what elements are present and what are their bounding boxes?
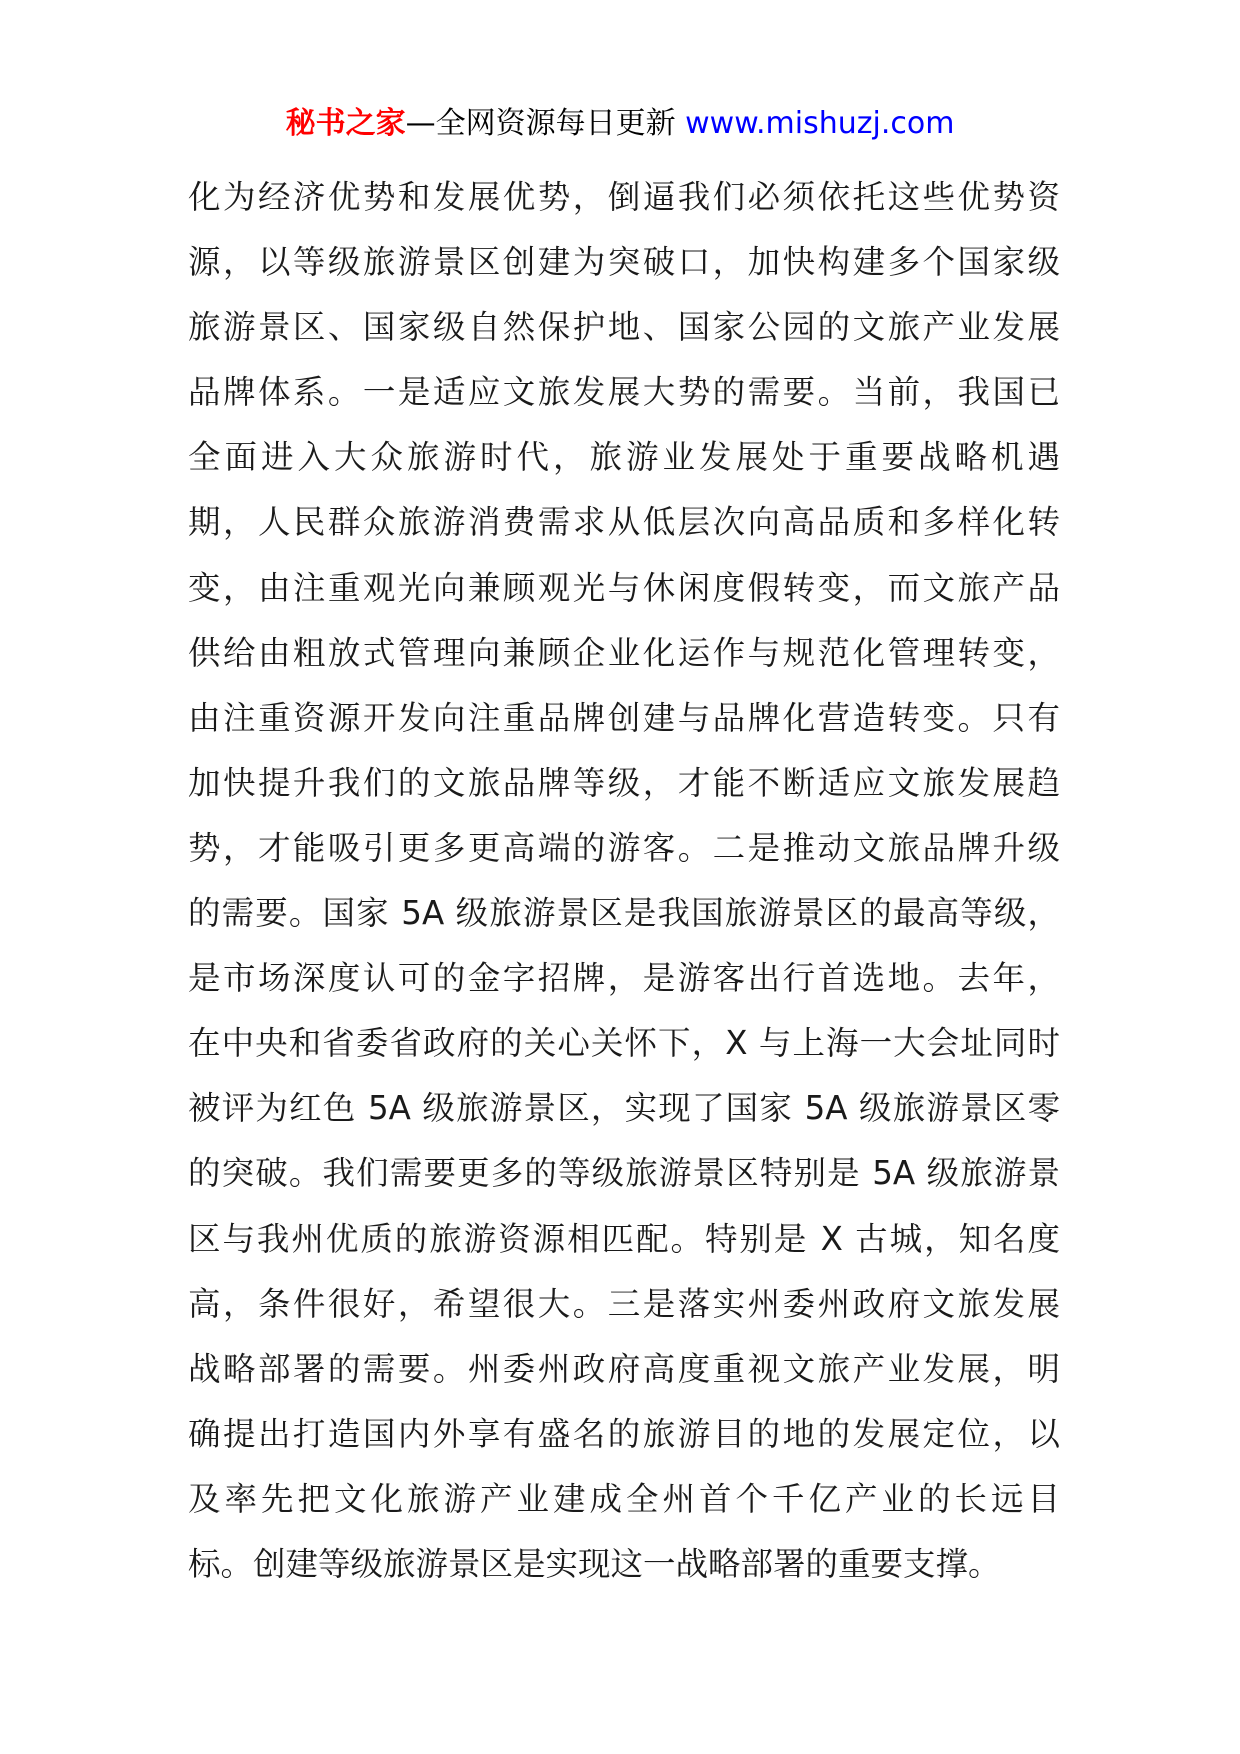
text-line: 品牌体系。一是适应文旅发展大势的需要。当前，我国已	[188, 373, 1060, 412]
text-line: 势，才能吸引更多更高端的游客。二是推动文旅品牌升级	[188, 828, 1060, 867]
text-line: 的突破。我们需要更多的等级旅游景区特别是 5A 级旅游景	[188, 1154, 1060, 1193]
body-paragraph	[188, 165, 1060, 1597]
text-line: 及率先把文化旅游产业建成全州首个千亿产业的长远目	[188, 1479, 1060, 1518]
text-line: 的需要。国家 5A 级旅游景区是我国旅游景区的最高等级，	[188, 894, 1060, 933]
text-line: 是市场深度认可的金字招牌，是游客出行首选地。去年，	[188, 959, 1060, 998]
text-line: 源，以等级旅游景区创建为突破口，加快构建多个国家级	[188, 243, 1060, 282]
text-line: 旅游景区、国家级自然保护地、国家公园的文旅产业发展	[188, 308, 1060, 347]
text-line: 期，人民群众旅游消费需求从低层次向高品质和多样化转	[188, 503, 1060, 542]
brand-name: 秘书之家	[285, 106, 406, 141]
website-link[interactable]: www.mishuzj.com	[685, 106, 955, 141]
text-line: 供给由粗放式管理向兼顾企业化运作与规范化管理转变，	[188, 633, 1060, 672]
text-line: 在中央和省委省政府的关心关怀下，X 与上海一大会址同时	[188, 1024, 1060, 1063]
text-line: 变，由注重观光向兼顾观光与休闲度假转变，而文旅产品	[188, 568, 1060, 607]
text-line: 化为经济优势和发展优势，倒逼我们必须依托这些优势资	[188, 178, 1060, 216]
text-line: 加快提升我们的文旅品牌等级，才能不断适应文旅发展趋	[188, 763, 1060, 802]
text-line: 战略部署的需要。州委州政府高度重视文旅产业发展，明	[188, 1349, 1060, 1388]
text-line: 区与我州优质的旅游资源相匹配。特别是 X 古城，知名度	[188, 1219, 1060, 1258]
text-line: 高，条件很好，希望很大。三是落实州委州政府文旅发展	[188, 1284, 1060, 1323]
text-line: 标。创建等级旅游景区是实现这一战略部署的重要支撑。	[188, 1544, 1001, 1583]
text-line: 全面进入大众旅游时代，旅游业发展处于重要战略机遇	[188, 438, 1060, 477]
header-tagline: —全网资源每日更新	[405, 106, 676, 141]
page-header	[0, 102, 1240, 146]
text-line: 由注重资源开发向注重品牌创建与品牌化营造转变。只有	[188, 698, 1060, 737]
text-line: 被评为红色 5A 级旅游景区，实现了国家 5A 级旅游景区零	[188, 1089, 1060, 1128]
text-line: 确提出打造国内外享有盛名的旅游目的地的发展定位，以	[188, 1414, 1060, 1453]
